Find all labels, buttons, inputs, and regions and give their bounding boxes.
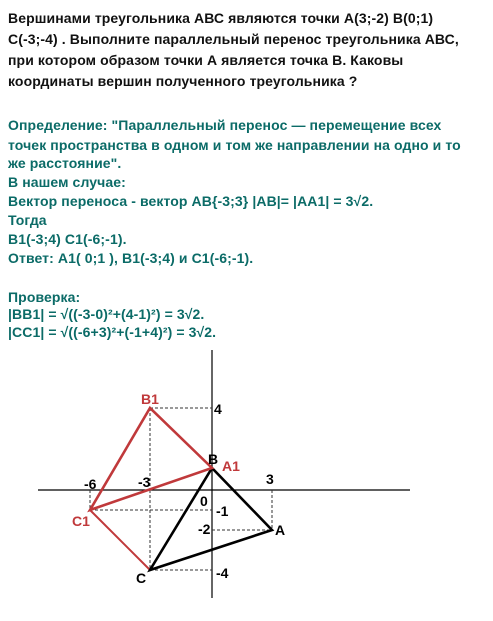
vector-line: Вектор переноса - вектор АВ{-3;3} |АВ|= |АА1| = 3√2. <box>8 193 374 209</box>
check-cc1: |СС1| = √((-6+3)²+(-1+4)²) = 3√2. <box>8 324 217 340</box>
label-a1: A1 <box>222 458 240 474</box>
vector-cc1 <box>90 510 150 570</box>
case-heading: В нашем случае: <box>8 174 126 190</box>
tick-y-neg4: -4 <box>216 565 229 581</box>
definition-line-1: Определение: "Параллельный перенос — перемещение всех <box>8 117 442 133</box>
tick-y-neg2: -2 <box>198 521 211 537</box>
problem-line-4: координаты вершин полученного треугольника ? <box>8 73 358 89</box>
problem-line-2: С(-3;-4) . Выполните параллельный перенос треугольника АВС, <box>8 31 459 47</box>
answer-line: Ответ: А1( 0;1 ), В1(-3;4) и С1(-6;-1). <box>8 250 254 266</box>
label-a: A <box>275 522 286 538</box>
triangle-a1b1c1 <box>90 408 212 510</box>
label-b1: B1 <box>141 391 159 407</box>
definition-line-3: же расстояние". <box>8 155 122 171</box>
points-line: В1(-3;4) С1(-6;-1). <box>8 231 127 247</box>
check-heading: Проверка: <box>8 289 81 305</box>
tick-x-3: 3 <box>266 471 274 487</box>
check-bb1: |ВВ1| = √((-3-0)²+(4-1)²) = 3√2. <box>8 306 205 322</box>
tick-x-neg3: -3 <box>138 474 151 490</box>
label-b: B <box>208 451 219 467</box>
label-origin: 0 <box>200 493 208 509</box>
then-line: Тогда <box>8 212 47 228</box>
definition-line-2: точек пространства в одном и том же направлении на одно и то <box>8 137 461 153</box>
label-c: C <box>136 570 147 586</box>
problem-line-1: Вершинами треугольника АВС являются точки А(3;-2) В(0;1) <box>8 10 434 26</box>
problem-line-3: при котором образом точки А является точка В. Каковы <box>8 52 404 68</box>
tick-y-neg1: -1 <box>216 503 229 519</box>
label-c1: C1 <box>72 513 90 529</box>
tick-x-neg6: -6 <box>84 476 97 492</box>
tick-y-4: 4 <box>214 401 222 417</box>
guide-lines <box>90 408 272 570</box>
